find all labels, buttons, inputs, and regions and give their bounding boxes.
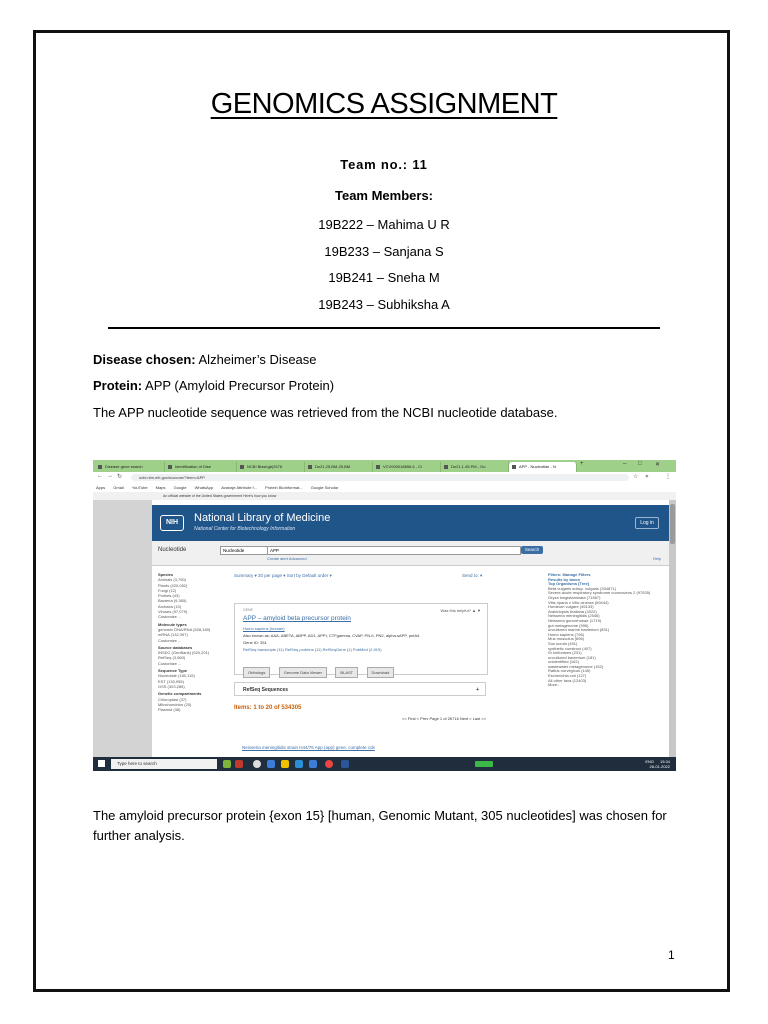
filter-item[interactable]: Mitochondrion (20): [158, 701, 192, 707]
ncbi-page: [152, 500, 669, 757]
bookmark[interactable]: Maps: [155, 485, 166, 490]
bookmark[interactable]: Avanaje Attribute f...: [221, 485, 257, 490]
browser-tab-bar: [93, 460, 676, 472]
bookmark[interactable]: Google Scholar: [310, 485, 339, 490]
filter-item[interactable]: Nucleotide (150,115): [158, 673, 195, 679]
app-icon[interactable]: [267, 760, 275, 768]
nih-header: [152, 505, 669, 541]
browser-tab[interactable]: NCBI Blast:gb|2576: [237, 462, 305, 472]
taxon-item[interactable]: Beta vulgaris subsp. vulgaris (334871): [548, 585, 617, 591]
taxon-heading[interactable]: Filters: Manage Filters: [548, 572, 591, 577]
gene-title-link[interactable]: APP – amyloid beta precursor protein: [243, 615, 351, 622]
new-tab-icon[interactable]: +: [580, 461, 584, 467]
member-line: 19B241 – Sneha M: [328, 270, 440, 285]
nih-logo[interactable]: NIH: [160, 515, 184, 531]
taxon-item[interactable]: Vitis riparia x Vitis cinerea (69444): [548, 599, 609, 605]
edge-icon[interactable]: [295, 760, 303, 768]
maximize-icon[interactable]: □: [638, 461, 642, 467]
taxon-item[interactable]: gut metagenome (996): [548, 622, 589, 628]
ncbi-screenshot: [93, 460, 676, 771]
blast-button[interactable]: BLAST: [335, 667, 358, 678]
database-select[interactable]: Nucleotide: [220, 546, 268, 555]
gene-label: GENE: [243, 608, 253, 612]
bookmark[interactable]: Apps: [96, 485, 106, 490]
tab-favicon-icon: [168, 465, 172, 469]
taxon-item[interactable]: Neisseria meningitidis (2546): [548, 613, 600, 619]
team-members-label: Team Members:: [334, 188, 433, 203]
first-result-link[interactable]: Neisseria meningitidis strain H44/76 App (app) gene, complete cds: [242, 745, 375, 750]
browser-tab[interactable]: Dn21.1.45.PM - Go: [441, 462, 509, 472]
chrome-icon[interactable]: [325, 760, 333, 768]
taxon-item[interactable]: Sus scrofa (491): [548, 640, 578, 646]
filter-item[interactable]: Viruses (97,079): [158, 609, 188, 615]
filter-item[interactable]: EST (130,955): [158, 678, 184, 684]
thumbs-up-icon[interactable]: ▲: [471, 608, 476, 613]
bookmark[interactable]: Gmail: [113, 485, 124, 490]
bookmark[interactable]: WhatsApp: [194, 485, 214, 490]
app-icon[interactable]: [223, 760, 231, 768]
filter-item[interactable]: Fungi (12): [158, 587, 177, 593]
filter-item[interactable]: Plants (420,052): [158, 582, 188, 588]
db-label: Nucleotide: [158, 547, 187, 553]
tab-favicon-icon: [98, 465, 102, 469]
taxon-item[interactable]: Oryza longistaminata (71567): [548, 594, 601, 600]
forward-icon[interactable]: →: [107, 473, 113, 479]
left-margin: [93, 500, 152, 757]
taxon-item[interactable]: More...: [548, 682, 561, 688]
taxon-item[interactable]: Severe acute respiratory syndrome coronavirus 2 (97535): [548, 590, 651, 596]
taxon-item[interactable]: Escherichia coli (127): [548, 673, 587, 679]
disease-label: Disease chosen:: [93, 352, 196, 367]
gene-links[interactable]: RefSeq transcripts (11) RefSeq proteins (11) RefSeqGene (1) PubMed (2,919): [243, 647, 382, 652]
taxon-heading[interactable]: Top Organisms [Tree]: [548, 581, 590, 587]
filter-heading: Source databases: [158, 644, 193, 650]
bookmark[interactable]: Protein BioInformat...: [265, 485, 303, 490]
taxon-item[interactable]: synthetic construct (407): [548, 645, 592, 651]
refseq-section[interactable]: RefSeq Sequences +: [234, 682, 486, 696]
taskbar-search[interactable]: Type here to search: [111, 759, 217, 769]
taxon-item[interactable]: Hordeum vulgare (45133): [548, 604, 594, 610]
analysis-text: The amyloid precursor protein {exon 15} [human, Genomic Mutant, 305 nucleotides] was chosen for further analysis.: [93, 808, 667, 843]
folder-icon[interactable]: [281, 760, 289, 768]
system-tray[interactable]: ENG 15:34 26-01-2022: [645, 759, 670, 769]
filter-item[interactable]: Customize ...: [158, 660, 182, 666]
protein-label: Protein:: [93, 378, 143, 393]
back-icon[interactable]: ←: [97, 473, 103, 479]
tab-favicon-icon: [240, 465, 244, 469]
taxon-item[interactable]: Rattus norvegicus (145): [548, 668, 591, 674]
protein-line: [93, 376, 334, 396]
filter-heading: Molecule types: [158, 621, 187, 627]
filter-heading: Species: [158, 572, 174, 577]
taxon-item[interactable]: unidentified (162): [548, 659, 579, 665]
left-filters: [158, 570, 228, 712]
filter-item[interactable]: Animals (3,790): [158, 577, 187, 583]
browser-tab[interactable]: Identification of Dise: [165, 462, 237, 472]
reload-icon[interactable]: ↻: [117, 474, 123, 480]
browser-tab[interactable]: Dn21.25.BM-25.BM: [305, 462, 373, 472]
gene-box: [234, 603, 488, 675]
filter-heading: Sequence Type: [158, 668, 188, 674]
search-row: [152, 541, 669, 566]
filter-item[interactable]: Customize ...: [158, 637, 182, 643]
browser-tab-active[interactable]: APP - Nucleotide - N: [509, 462, 577, 472]
filter-item[interactable]: Customize ...: [158, 614, 182, 620]
windows-start-icon[interactable]: [98, 760, 105, 767]
bookmark-star-icon[interactable]: ☆: [633, 474, 639, 480]
advanced-link[interactable]: Create alert Advanced: [267, 556, 307, 561]
app-icon[interactable]: [235, 760, 243, 768]
bookmark[interactable]: YouTube: [131, 485, 148, 490]
gene-aliases: Also known as: AAA, ABETA, ABPP, AD1, APPI, CTFgamma, CVAP, PN-II, PN2, alpha-sAPP, preA4: [243, 633, 420, 638]
tab-favicon-icon: [308, 465, 312, 469]
filter-item[interactable]: Chloroplast (37): [158, 696, 187, 702]
url-field[interactable]: ncbi.nlm.nih.gov/nuccore/?term=APP: [131, 474, 629, 481]
summary-bar[interactable]: Summary ▾ 20 per page ▾ Sort by Default order ▾: [234, 573, 332, 578]
filter-item[interactable]: mRNA (132,397): [158, 632, 188, 638]
app-icon[interactable]: [309, 760, 317, 768]
send-to[interactable]: Send to: ▾: [462, 573, 483, 578]
taxon-item[interactable]: All other taxa (12403): [548, 677, 587, 683]
menu-icon[interactable]: ⋮: [665, 474, 671, 480]
taxon-item[interactable]: Mus musculus (696): [548, 636, 585, 642]
page-number: 1: [668, 948, 675, 962]
filter-item[interactable]: Bacteria (9,365): [158, 598, 187, 604]
filter-item[interactable]: GSS (303,285): [158, 683, 185, 689]
help-link[interactable]: Help: [652, 556, 661, 561]
items-count: Items: 1 to 20 of 534305: [234, 705, 302, 711]
search-button[interactable]: Search: [521, 546, 543, 554]
gene-buttons: [243, 661, 398, 679]
windows-taskbar: [93, 757, 676, 771]
taxon-item[interactable]: Homo sapiens (796): [548, 631, 585, 637]
bookmark[interactable]: Google: [173, 485, 187, 490]
team-number: Team no.: 11: [340, 157, 428, 172]
disease-value: Alzheimer’s Disease: [195, 352, 317, 367]
retrieval-text: The APP nucleotide sequence was retrieved from the NCBI nucleotide database.: [93, 405, 558, 420]
thumbs-down-icon[interactable]: ▼: [477, 608, 481, 613]
nih-subtitle: National Center for Biotechnology Information: [194, 526, 296, 532]
protein-value: APP (Amyloid Precursor Protein): [142, 378, 335, 393]
close-icon[interactable]: ✕: [655, 462, 661, 468]
extensions-icon[interactable]: ⋄: [645, 474, 649, 480]
filter-item[interactable]: Protists (43): [158, 593, 180, 599]
filter-item[interactable]: INSDC (GenBank) (520,201): [158, 650, 210, 656]
tab-favicon-icon: [444, 465, 448, 469]
browser-tab[interactable]: Disease gene search: [95, 462, 165, 472]
helpful-prompt: Was this helpful? ▲ ▼: [440, 608, 481, 613]
expand-icon[interactable]: +: [476, 687, 479, 693]
taxon-item[interactable]: wastewater metagenome (152): [548, 663, 604, 669]
tab-favicon-icon: [512, 465, 516, 469]
task-view-icon[interactable]: [253, 760, 261, 768]
filter-item[interactable]: RefSeq (3,960): [158, 655, 186, 661]
taxon-item[interactable]: uncultured marine bacterium (831): [548, 627, 610, 633]
nih-title: National Library of Medicine: [194, 512, 331, 524]
filter-item[interactable]: Plasmid (38): [158, 707, 181, 713]
gene-organism[interactable]: Homo sapiens (human): [243, 626, 285, 631]
member-line: 19B222 – Mahima U R: [318, 217, 450, 232]
genome-data-viewer-button[interactable]: Genome Data Viewer: [279, 667, 327, 678]
battery-icon: [475, 761, 493, 767]
taxon-item[interactable]: Neisseria gonorrhoeae (1719): [548, 617, 602, 623]
divider: [108, 327, 660, 329]
gov-banner: An official website of the United States government Here's how you know: [93, 492, 676, 500]
disease-line: [93, 350, 317, 370]
filter-item[interactable]: Archaea (10): [158, 603, 182, 609]
taxon-item[interactable]: Arabidopsis thaliana (4022): [548, 608, 597, 614]
tab-favicon-icon: [376, 465, 380, 469]
member-line: 19B243 – Subhiksha A: [318, 297, 450, 312]
login-button[interactable]: Log in: [635, 517, 659, 529]
word-icon[interactable]: [341, 760, 349, 768]
gene-id: Gene ID: 351: [243, 640, 267, 645]
page-title: GENOMICS ASSIGNMENT: [210, 88, 558, 120]
taxon-item[interactable]: uncultured bacterium (181): [548, 654, 596, 660]
member-line: 19B233 – Sanjana S: [324, 244, 444, 259]
orthologs-button[interactable]: Orthologs: [243, 667, 270, 678]
minimize-icon[interactable]: –: [623, 461, 627, 467]
pager[interactable]: << First < Prev Page 1 of 26716 Next > Last >>: [402, 716, 487, 721]
download-button[interactable]: Download: [367, 667, 395, 678]
filter-heading: Genetic compartments: [158, 691, 202, 697]
browser-tab[interactable]: VCV000018896.6 - Cl: [373, 462, 441, 472]
taxon-item[interactable]: Sr bellontzes (231): [548, 650, 582, 656]
taxon-heading[interactable]: Results by taxon: [548, 576, 581, 582]
filter-item[interactable]: genomic DNA/RNA (528,189): [158, 626, 211, 632]
scrollbar-thumb[interactable]: [670, 504, 675, 544]
search-input[interactable]: APP: [267, 546, 521, 555]
right-filters: [548, 573, 663, 688]
